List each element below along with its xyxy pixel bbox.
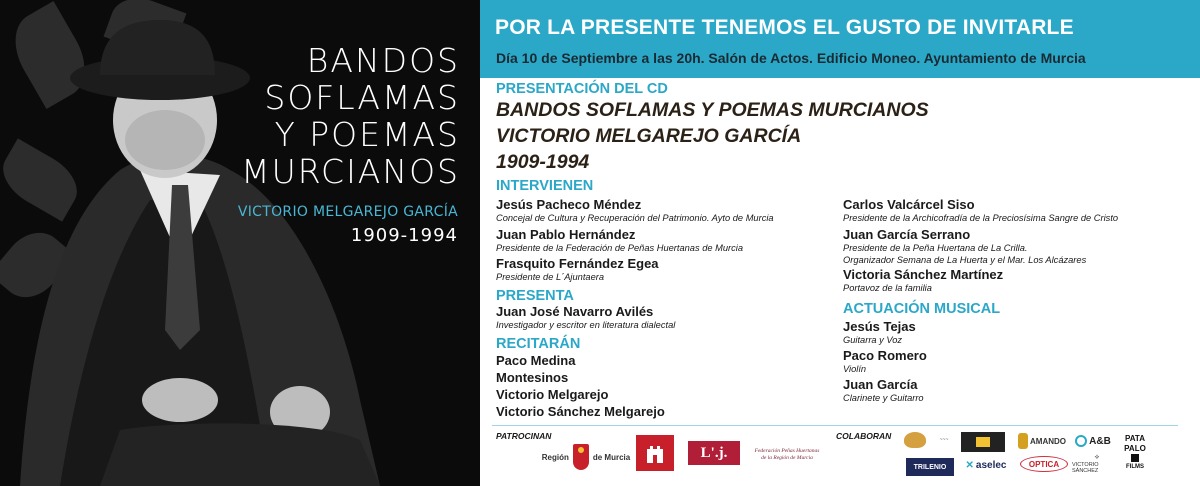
performer-role: Clarinete y Guitarro (843, 393, 924, 403)
presentation-label: PRESENTACIÓN DEL CD (496, 81, 668, 97)
brand-logo: ~~~ (939, 437, 949, 443)
speaker-name: Juan García Serrano (843, 227, 971, 242)
intervienen-label: INTERVIENEN (496, 178, 594, 194)
cd-title-line: BANDOS SOFLAMAS Y POEMAS MURCIANOS (496, 99, 929, 121)
portrait-panel (0, 0, 480, 486)
logo-text: AMANDO (1030, 436, 1066, 446)
colaboran-label: COLABORAN (836, 431, 892, 441)
patrocinan-label: PATROCINAN (496, 431, 552, 441)
ab-logo (1074, 432, 1112, 450)
title-line: MURCIANOS (241, 152, 460, 191)
performer-role: Guitarra y Voz (843, 335, 903, 345)
footer-divider (492, 425, 1178, 426)
speaker-role: Presidente de L´Ajuntaera (496, 272, 605, 282)
event-details: Día 10 de Septiembre a las 20h. Salón de Actos. Edificio Moneo. Ayuntamiento de Murcia (496, 50, 1086, 66)
bottle-icon (1018, 433, 1028, 449)
speaker-name: Frasquito Fernández Egea (496, 256, 659, 271)
presenter-name: Juan José Navarro Avilés (496, 304, 654, 319)
logo-text: Federación Peñas Huertanas de la Región de Murcia (754, 448, 820, 461)
title-line: SOFLAMAS (264, 78, 460, 117)
logo-text: PALO (1124, 444, 1146, 453)
brand-logo (961, 432, 1005, 452)
shield-icon (573, 444, 589, 470)
artist-years-line: 1909-1994 (496, 151, 590, 173)
victorio-sanchez-logo (1072, 456, 1122, 472)
castle-icon (644, 441, 666, 465)
film-icon (1131, 454, 1139, 462)
logo-text: aselec (975, 459, 1007, 471)
speaker-name: Carlos Valcárcel Siso (843, 197, 975, 212)
artist-name-line: VICTORIO MELGAREJO GARCÍA (496, 125, 802, 147)
logo-text: Región (541, 452, 569, 462)
amando-logo (1018, 430, 1066, 452)
reciter-name: Victorio Sánchez Melgarejo (496, 404, 665, 419)
region-murcia-logo (538, 440, 634, 474)
scribble-icon: ⟡ (1094, 454, 1100, 461)
invitation-headline: POR LA PRESENTE TENEMOS EL GUSTO DE INVITARLE (495, 16, 1074, 39)
speaker-role: Organizador Semana de La Huerta y el Mar. Los Alcázares (843, 255, 1087, 265)
logo-text: de Murcia (592, 452, 631, 462)
reciter-name: Montesinos (496, 370, 569, 385)
lj-logo: L'.j. (688, 441, 740, 465)
speaker-role: Portavoz de la familia (843, 283, 932, 293)
performer-name: Juan García (843, 377, 918, 392)
speaker-role: Concejal de Cultura y Recuperación del Patrimonio. Ayto de Murcia (496, 213, 774, 223)
logo-text: A&B (1089, 435, 1111, 447)
speaker-role: Presidente de la Peña Huertana de La Crilla. (843, 243, 1028, 253)
logo-text: VICTORIO SÁNCHEZ (1072, 462, 1099, 474)
patapalo-logo (1124, 430, 1146, 476)
federacion-logo (754, 439, 820, 471)
ayuntamiento-logo (636, 435, 674, 471)
logo-text: FILMS (1126, 464, 1144, 470)
circle-icon (1075, 435, 1087, 447)
performer-name: Paco Romero (843, 348, 927, 363)
speaker-name: Juan Pablo Hernández (496, 227, 636, 242)
recitaran-label: RECITARÁN (496, 336, 581, 352)
reciter-name: Victorio Melgarejo (496, 387, 609, 402)
speaker-role: Presidente de la Federación de Peñas Huertanas de Murcia (496, 243, 744, 253)
title-line: BANDOS (306, 41, 460, 80)
aselec-logo (960, 458, 1012, 472)
presenter-role: Investigador y escritor en literatura dialectal (496, 320, 676, 330)
invitation-header (480, 0, 1200, 78)
speaker-name: Jesús Pacheco Méndez (496, 197, 642, 212)
performer-role: Violín (843, 364, 867, 374)
performer-name: Jesús Tejas (843, 319, 916, 334)
speaker-name: Victoria Sánchez Martínez (843, 267, 1004, 282)
musical-label: ACTUACIÓN MUSICAL (843, 301, 1001, 317)
lion-icon (904, 432, 926, 448)
artist-years: 1909-1994 (350, 225, 458, 246)
artist-name: VICTORIO MELGAREJO GARCÍA (237, 204, 458, 220)
speaker-role: Presidente de la Archicofradía de la Preciosísima Sangre de Cristo (843, 213, 1119, 223)
optica-logo: OPTICA (1020, 456, 1068, 472)
presenta-label: PRESENTA (496, 288, 574, 304)
title-line: Y POEMAS (274, 115, 460, 154)
logo-text: PATA (1125, 434, 1145, 443)
spark-icon: ✕ (965, 459, 974, 471)
reciter-name: Paco Medina (496, 353, 576, 368)
trilenio-logo: TRILENIO (906, 458, 954, 476)
cd-title (238, 42, 460, 190)
